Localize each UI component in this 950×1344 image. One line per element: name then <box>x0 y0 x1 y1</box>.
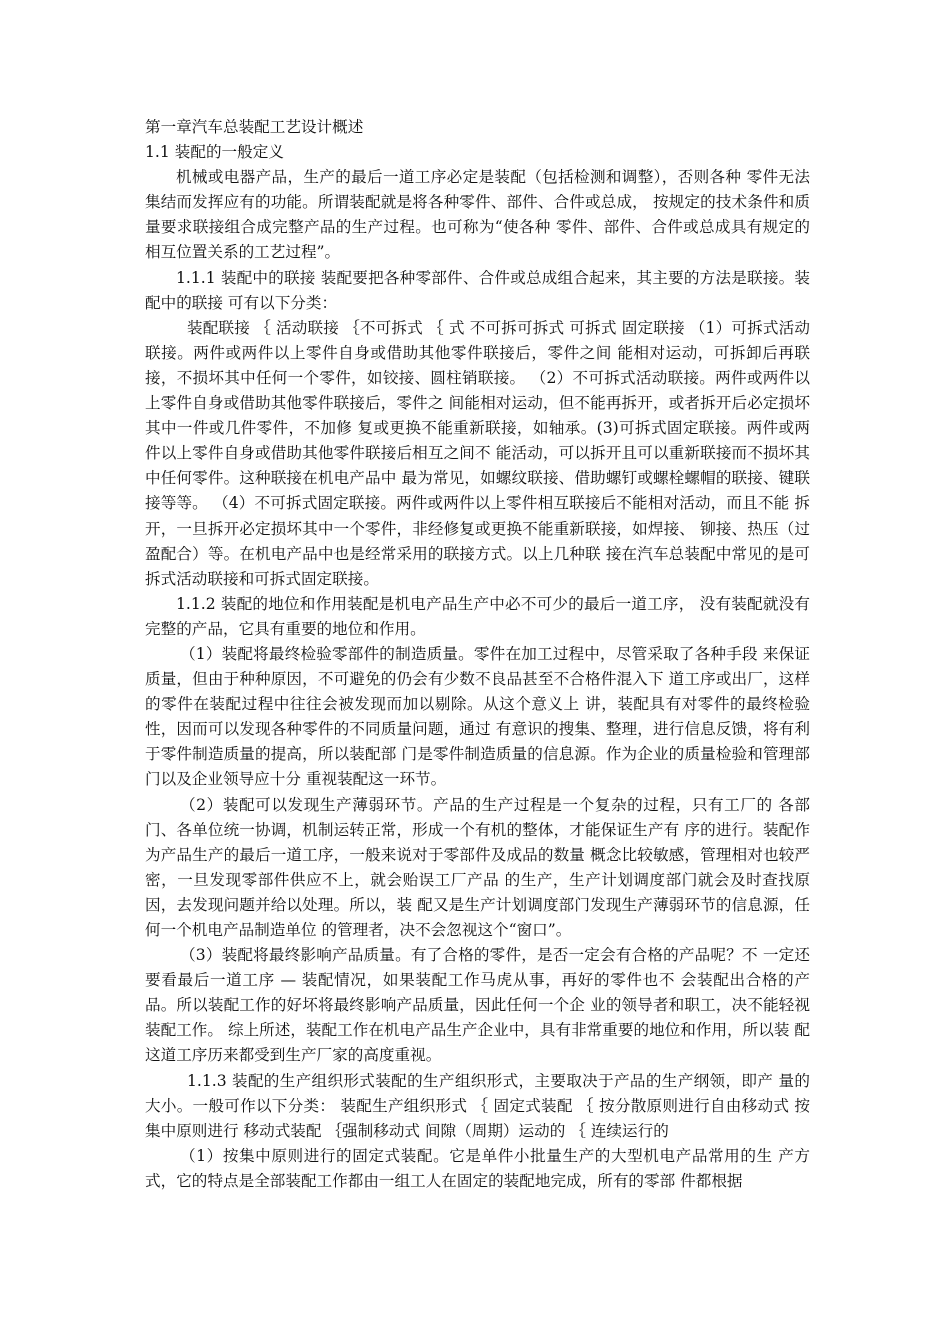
chapter-title: 第一章汽车总装配工艺设计概述 <box>145 118 364 136</box>
paragraph-role-3: （3）装配将最终影响产品质量。有了合格的零件，是否一定会有合格的产品呢？不 一定还要看最后一道工序 — 装配情况，如果装配工作马虎从事，再好的零件也不 会装配出合格的产品。所以装配工作的好坏将最终影响产品质量，因此任何一个企 业的领导者和职工，决不能轻视装配工作。 综上所述，装配工作在机电产品生产企业中，具有非常重要的地位和作用，所以装 配这道工序历来都受到生产厂家的高度重视。 <box>145 946 810 1065</box>
paragraph-1-1-2: 1.1.2 装配的地位和作用装配是机电产品生产中必不可少的最后一道工序， 没有装配就没有完整的产品，它具有重要的地位和作用。 <box>145 594 810 638</box>
section-heading-1-1: 1.1 装配的一般定义 <box>145 143 284 162</box>
paragraph-joint-types: 装配联接 ｛ 活动联接 ｛不可拆式 ｛ 式 不可拆可拆式 可拆式 固定联接 （1）可拆式活动联接。两件或两件以上零件自身或借助其他零件联接后，零件之间 能相对运动，可拆卸后再联接，不损坏其中任何一个零件，如铰接、圆柱销联接。 （2）不可拆式活动联接。两件或两件以上零件自身或借助其他零件联接后，零件之 间能相对运动，但不能再拆开，或者拆开后必定损坏其中一件或几件零件，不加修 复或更换不能重新联接，如轴承。(3)可拆式固定联接。两件或两件以上零件自身或借助其他零件联接后相互之间不 能活动，可以拆开且可以重新联接而不损坏其中任何零件。这种联接在机电产品中 最为常见，如螺纹联接、借助螺钉或螺栓螺帽的联接、键联接等等。 （4）不可拆式固定联接。两件或两件以上零件相互联接后不能相对活动，而且不能 拆开，一旦拆开必定损坏其中一个零件，非经修复或更换不能重新联接，如焊接、 铆接、热压（过盈配合）等。在机电产品中也是经常采用的联接方式。以上几种联 接在汽车总装配中常见的是可拆式活动联接和可拆式固定联接。 <box>145 318 810 588</box>
paragraph-role-1: （1）装配将最终检验零部件的制造质量。零件在加工过程中，尽管采取了各种手段 来保证质量，但由于种种原因，不可避免的仍会有少数不良品甚至不合格件混入下 道工序或出厂，这样的零件在装配过程中往往会被发现而加以剔除。从这个意义上 讲，装配具有对零件的最终检验性，因而可以发现各种零件的不同质量问题，通过 有意识的搜集、整理，进行信息反馈，将有利于零件制造质量的提高，所以装配部 门是零件制造质量的信息源。作为企业的质量检验和管理部门以及企业领导应十分 重视装配这一环节。 <box>145 644 810 789</box>
paragraph-definition: 机械或电器产品，生产的最后一道工序必定是装配（包括检测和调整），否则各种 零件无法集结而发挥应有的功能。所谓装配就是将各种零件、部件、合件或总成， 按规定的技术条件和质量要求联接组合成完整产品的生产过程。也可称为“使各种 零件、部件、合件或总成具有规定的相互位置关系的工艺过程”。 <box>145 168 810 262</box>
paragraph-1-1-1: 1.1.1 装配中的联接 装配要把各种零部件、合件或总成组合起来，其主要的方法是联接。装配中的联接 可有以下分类： <box>145 268 810 312</box>
paragraph-organization-1: （1）按集中原则进行的固定式装配。它是单件小批量生产的大型机电产品常用的生 产方式，它的特点是全部装配工作都由一组工人在固定的装配地完成，所有的零部 件都根据 <box>145 1146 810 1190</box>
document-page <box>145 115 810 1194</box>
paragraph-role-2: （2）装配可以发现生产薄弱环节。产品的生产过程是一个复杂的过程，只有工厂的 各部门、各单位统一协调，机制运转正常，形成一个有机的整体，才能保证生产有 序的进行。装配作为产品生产的最后一道工序，一般来说对于零部件及成品的数量 概念比较敏感，管理相对也较严密，一旦发现零部件供应不上，就会贻误工厂产品 的生产，生产计划调度部门就会及时查找原因，去发现问题并给以处理。所以，装 配又是生产计划调度部门发现生产薄弱环节的信息源，任何一个机电产品制造单位 的管理者，决不会忽视这个“窗口”。 <box>145 795 810 939</box>
paragraph-1-1-3: 1.1.3 装配的生产组织形式装配的生产组织形式，主要取决于产品的生产纲领，即产 量的大小。一般可作以下分类： 装配生产组织形式 ｛ 固定式装配 ｛ 按分散原则进行自由移动式 按集中原则进行 移动式装配 ｛强制移动式 间隙（周期）运动的 ｛ 连续运行的 <box>145 1071 810 1140</box>
